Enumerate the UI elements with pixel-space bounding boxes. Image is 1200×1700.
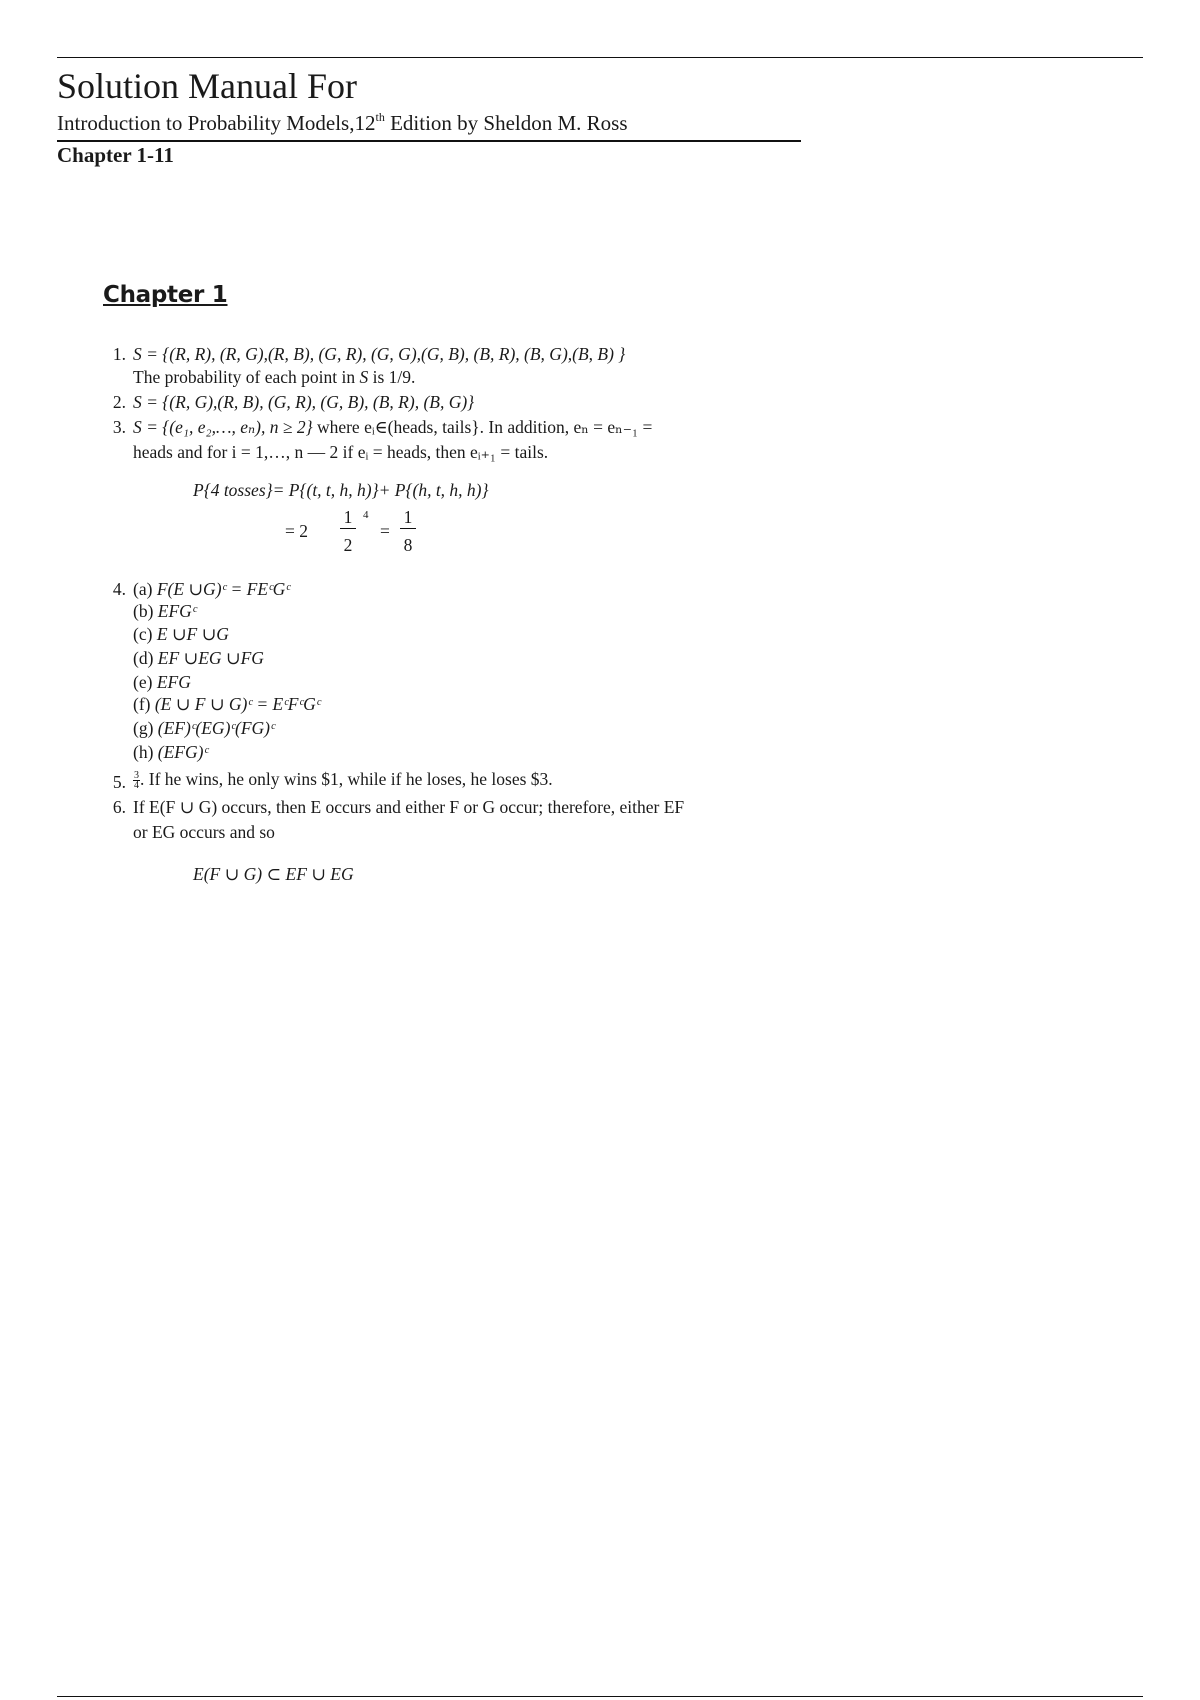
problem-6-line-2: or EG occurs and so xyxy=(133,822,275,842)
problem-3-equation-1: P{4 tosses}= P{(t, t, h, h)}+ P{(h, t, h, h)} xyxy=(193,480,489,500)
problem-1-sample-space: S = {(R, R), (R, G),(R, B), (G, R), (G, G),(G, B), (B, R), (B, G),(B, B) } xyxy=(133,344,626,364)
problem-number: 5. xyxy=(112,772,126,792)
chapter-range: Chapter 1-11 xyxy=(57,143,174,167)
subtitle-rule xyxy=(57,140,801,142)
problem-3-line-2: heads and for i = 1,…, n — 2 if eᵢ = heads, then eᵢ₊₁ = tails. xyxy=(133,442,549,462)
problem-number: 1. xyxy=(112,344,126,364)
problem-number: 6. xyxy=(112,797,126,817)
document-subtitle: Introduction to Probability Models,12th Edition by Sheldon M. Ross xyxy=(57,110,628,135)
problem-6-line-1: If E(F ∪ G) occurs, then E occurs and either F or G occur; therefore, either EF xyxy=(133,797,685,817)
problem-5-answer: $\frac{3}{4}$ . If he wins, he only wins $1, while if he loses, he loses $3. xyxy=(134,769,553,792)
chapter-heading: Chapter 1 xyxy=(103,282,228,308)
exponent: 4 xyxy=(363,509,369,521)
problem-1-probability: The probability of each point in S is 1/9. xyxy=(133,367,416,387)
problem-4g: (g) (EF)ᶜ(EG)ᶜ(FG)ᶜ xyxy=(133,718,275,738)
problem-4f: (f) (E ∪ F ∪ G)ᶜ = EᶜFᶜGᶜ xyxy=(133,694,321,714)
fraction-numerator: 1 xyxy=(400,506,416,529)
problem-3-line-1: S = {(e₁, e₂,…, eₙ), n ≥ 2} where eᵢ∈(heads, tails}. In addition, eₙ = eₙ₋₁ = xyxy=(133,417,653,437)
problem-4d: (d) EF ∪EG ∪FG xyxy=(133,648,264,668)
problem-number: 2. xyxy=(112,392,126,412)
fraction-denominator: 2 xyxy=(343,535,353,555)
problem-2-sample-space: S = {(R, G),(R, B), (G, R), (G, B), (B, R), (B, G)} xyxy=(133,392,475,412)
fraction-denominator: 8 xyxy=(403,535,413,555)
problem-4c: (c) E ∪F ∪G xyxy=(133,624,229,644)
problem-4a: (a) F(E ∪G)ᶜ = FEᶜGᶜ xyxy=(133,579,290,599)
problem-4b: (b) EFGᶜ xyxy=(133,601,197,621)
fraction: $\frac{3}{4}$ xyxy=(134,770,139,792)
problem-number: 4. xyxy=(112,579,126,599)
fraction-numerator: 1 xyxy=(340,506,356,529)
bottom-rule xyxy=(57,1696,1143,1697)
problem-number: 3. xyxy=(112,417,126,437)
problem-4h: (h) (EFG)ᶜ xyxy=(133,742,209,762)
document-title: Solution Manual For xyxy=(57,66,358,106)
top-rule xyxy=(57,57,1143,58)
problem-4e: (e) EFG xyxy=(133,672,191,692)
problem-6-equation: E(F ∪ G) ⊂ EF ∪ EG xyxy=(193,864,354,884)
